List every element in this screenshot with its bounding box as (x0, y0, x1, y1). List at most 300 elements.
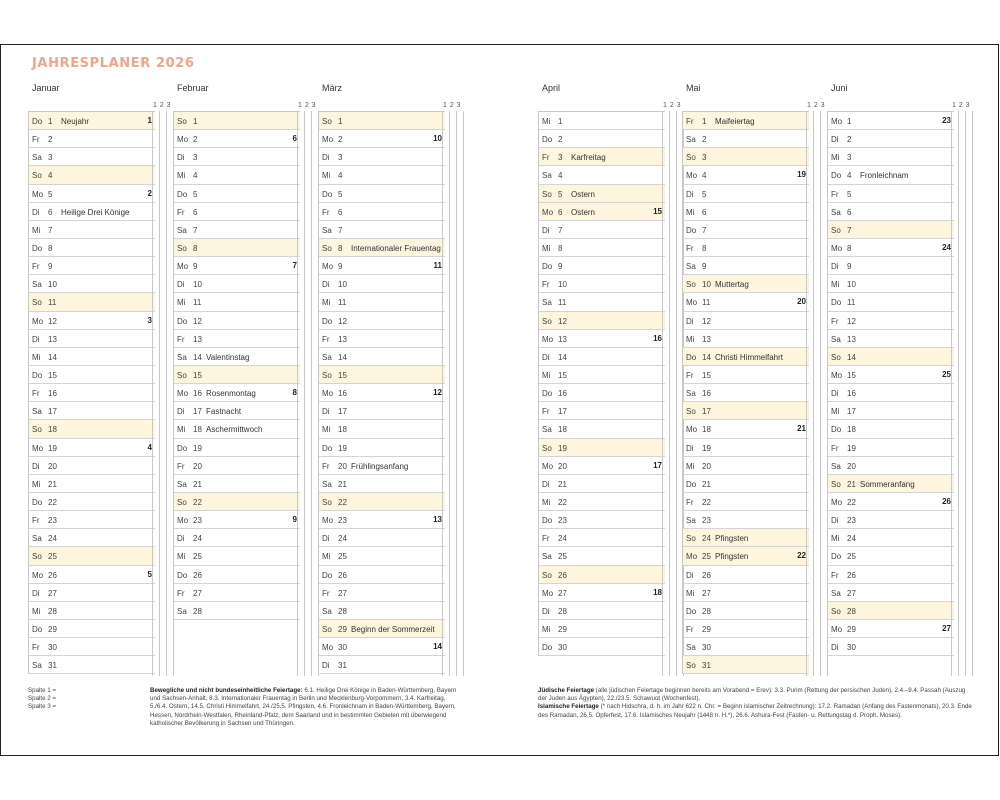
day-row[interactable] (319, 221, 445, 239)
day-row[interactable] (683, 457, 809, 475)
holiday-label: Karfreitag (571, 153, 606, 163)
day-number: 9 (558, 262, 563, 272)
note-column-2[interactable] (813, 111, 820, 676)
day-row[interactable] (174, 602, 300, 620)
day-row[interactable] (29, 439, 155, 457)
day-row[interactable] (539, 402, 665, 420)
holiday-label: Sommeranfang (860, 479, 915, 489)
weekday-label: Do (322, 443, 333, 453)
day-number: 16 (702, 389, 711, 399)
day-row[interactable] (539, 130, 665, 148)
weekday-label: So (177, 117, 187, 126)
day-number: 13 (847, 334, 856, 344)
month-days (318, 111, 445, 674)
day-number: 13 (193, 334, 202, 344)
note-column-2[interactable] (669, 111, 676, 676)
day-row[interactable] (319, 402, 445, 420)
day-number: 3 (48, 153, 53, 163)
weekday-label: Mo (831, 624, 843, 634)
day-row[interactable] (683, 348, 809, 366)
day-row[interactable] (828, 112, 954, 130)
week-number: 10 (433, 134, 442, 144)
day-row[interactable] (828, 566, 954, 584)
note-column-3[interactable] (456, 111, 464, 676)
day-row[interactable] (683, 656, 809, 674)
day-row[interactable] (683, 620, 809, 638)
day-row[interactable] (539, 330, 665, 348)
day-row[interactable] (683, 493, 809, 511)
day-row[interactable] (683, 547, 809, 565)
day-number: 30 (702, 643, 711, 653)
day-row[interactable] (539, 275, 665, 293)
day-row[interactable] (683, 511, 809, 529)
day-row[interactable] (174, 475, 300, 493)
day-row[interactable] (174, 384, 300, 402)
day-row[interactable] (174, 511, 300, 529)
day-row[interactable] (539, 529, 665, 547)
day-number: 7 (48, 225, 53, 235)
day-row[interactable] (29, 457, 155, 475)
month-days (682, 111, 809, 674)
day-row[interactable] (828, 584, 954, 602)
day-number: 23 (193, 516, 202, 526)
day-number: 2 (558, 135, 563, 145)
day-row[interactable] (319, 602, 445, 620)
day-row[interactable] (29, 602, 155, 620)
weekday-label: So (177, 370, 187, 380)
day-row[interactable] (683, 130, 809, 148)
day-row[interactable] (319, 330, 445, 348)
weekday-label: Di (32, 461, 40, 471)
weekday-label: Mo (322, 135, 334, 145)
day-row[interactable] (174, 239, 300, 257)
day-row[interactable] (29, 293, 155, 311)
day-row[interactable] (29, 529, 155, 547)
day-number: 26 (48, 570, 57, 580)
day-row[interactable] (683, 638, 809, 656)
day-row[interactable] (828, 457, 954, 475)
day-row[interactable] (828, 239, 954, 257)
day-number: 19 (338, 443, 347, 453)
weekday-label: Mo (831, 117, 843, 126)
day-row[interactable] (683, 439, 809, 457)
weekday-label: Mi (32, 479, 41, 489)
weekday-label: Mi (542, 497, 551, 507)
day-row[interactable] (683, 112, 809, 130)
day-row[interactable] (174, 529, 300, 547)
month-days (538, 111, 665, 656)
day-row[interactable] (174, 166, 300, 184)
day-row[interactable] (683, 566, 809, 584)
day-row[interactable] (29, 402, 155, 420)
day-row[interactable] (319, 293, 445, 311)
note-columns (152, 111, 174, 676)
day-row[interactable] (683, 275, 809, 293)
weekday-label: Di (177, 280, 185, 290)
day-number: 28 (702, 606, 711, 616)
day-row[interactable] (828, 166, 954, 184)
weekday-label: So (322, 117, 332, 126)
weekday-label: Do (686, 352, 697, 362)
day-row[interactable] (828, 257, 954, 275)
weekday-label: Mo (686, 298, 698, 308)
day-row[interactable] (29, 130, 155, 148)
day-row[interactable] (29, 148, 155, 166)
day-row[interactable] (539, 185, 665, 203)
weekday-label: Mi (322, 298, 331, 308)
day-row[interactable] (319, 384, 445, 402)
day-row[interactable] (29, 656, 155, 674)
day-number: 25 (48, 552, 57, 562)
day-row[interactable] (539, 620, 665, 638)
day-number: 24 (193, 534, 202, 544)
day-row[interactable] (828, 185, 954, 203)
day-number: 18 (48, 425, 57, 435)
day-row[interactable] (319, 166, 445, 184)
day-row[interactable] (539, 257, 665, 275)
day-row[interactable] (319, 439, 445, 457)
day-row[interactable] (319, 275, 445, 293)
weekday-label: Di (686, 316, 694, 326)
note-column-2[interactable] (449, 111, 456, 676)
day-row[interactable] (319, 239, 445, 257)
day-row[interactable] (828, 348, 954, 366)
day-number: 3 (558, 153, 563, 163)
day-row[interactable] (539, 420, 665, 438)
day-row[interactable] (828, 439, 954, 457)
day-row[interactable] (29, 620, 155, 638)
day-row[interactable] (828, 475, 954, 493)
day-row[interactable] (828, 221, 954, 239)
day-row[interactable] (683, 584, 809, 602)
day-number: 13 (338, 334, 347, 344)
note-column-1[interactable] (806, 111, 813, 676)
day-number: 17 (558, 407, 567, 417)
day-number: 17 (847, 407, 856, 417)
weekday-label: So (542, 570, 552, 580)
day-row[interactable] (539, 602, 665, 620)
weekday-label: Do (831, 298, 842, 308)
day-row[interactable] (29, 584, 155, 602)
day-number: 23 (702, 516, 711, 526)
day-number: 5 (338, 189, 343, 199)
day-row[interactable] (174, 402, 300, 420)
day-row[interactable] (29, 348, 155, 366)
day-row[interactable] (539, 493, 665, 511)
day-row[interactable] (828, 366, 954, 384)
day-row[interactable] (828, 493, 954, 511)
day-row[interactable] (29, 166, 155, 184)
day-row[interactable] (539, 148, 665, 166)
day-row[interactable] (319, 529, 445, 547)
holiday-label: Internationaler Frauentag (351, 243, 441, 253)
day-row[interactable] (174, 566, 300, 584)
day-row[interactable] (319, 348, 445, 366)
day-row[interactable] (319, 584, 445, 602)
day-row[interactable] (539, 112, 665, 130)
day-row[interactable] (29, 312, 155, 330)
day-number: 4 (193, 171, 198, 181)
note-column-1[interactable] (297, 111, 304, 676)
day-row[interactable] (174, 420, 300, 438)
day-number: 14 (702, 352, 711, 362)
week-number: 12 (433, 388, 442, 398)
day-number: 3 (338, 153, 343, 163)
day-number: 29 (558, 624, 567, 634)
weekday-label: Do (831, 171, 842, 181)
day-row[interactable] (828, 203, 954, 221)
weekday-label: Mi (177, 552, 186, 562)
holiday-label: Ostern (571, 189, 596, 199)
holiday-label: Beginn der Sommerzeit (351, 624, 435, 634)
day-row[interactable] (29, 511, 155, 529)
day-row[interactable] (29, 330, 155, 348)
day-row[interactable] (174, 203, 300, 221)
day-row[interactable] (683, 475, 809, 493)
day-row[interactable] (539, 366, 665, 384)
day-row[interactable] (828, 620, 954, 638)
day-row[interactable] (174, 148, 300, 166)
weekday-label: Fr (686, 497, 694, 507)
note-column-2[interactable] (159, 111, 166, 676)
weekday-label: Sa (686, 135, 696, 145)
week-number: 17 (653, 460, 662, 470)
day-row[interactable] (174, 112, 300, 130)
day-number: 9 (193, 262, 198, 272)
weekday-label: Fr (831, 316, 839, 326)
day-row[interactable] (319, 130, 445, 148)
day-row[interactable] (29, 275, 155, 293)
day-row[interactable] (828, 293, 954, 311)
day-row[interactable] (539, 638, 665, 656)
day-row[interactable] (683, 293, 809, 311)
day-row[interactable] (539, 384, 665, 402)
day-row[interactable] (319, 148, 445, 166)
weekday-label: Mi (542, 243, 551, 253)
day-row[interactable] (539, 547, 665, 565)
weekday-label: Do (32, 117, 43, 126)
day-number: 27 (558, 588, 567, 598)
day-row[interactable] (828, 529, 954, 547)
day-row[interactable] (539, 239, 665, 257)
day-row[interactable] (29, 420, 155, 438)
week-number: 3 (147, 315, 152, 325)
day-row[interactable] (828, 547, 954, 565)
weekday-label: Fr (831, 189, 839, 199)
day-row[interactable] (539, 566, 665, 584)
day-row[interactable] (683, 420, 809, 438)
day-row[interactable] (319, 420, 445, 438)
day-row[interactable] (683, 402, 809, 420)
day-row[interactable] (29, 239, 155, 257)
day-number: 27 (193, 588, 202, 598)
day-row[interactable] (828, 275, 954, 293)
weekday-label: Di (542, 606, 550, 616)
day-number: 20 (48, 461, 57, 471)
day-row[interactable] (174, 293, 300, 311)
day-row[interactable] (828, 384, 954, 402)
day-row[interactable] (319, 511, 445, 529)
day-row[interactable] (319, 475, 445, 493)
weekday-label: Sa (542, 171, 552, 181)
day-row[interactable] (683, 384, 809, 402)
day-row[interactable] (828, 420, 954, 438)
day-row[interactable] (539, 475, 665, 493)
day-row[interactable] (29, 475, 155, 493)
day-row[interactable] (683, 257, 809, 275)
day-row[interactable] (174, 493, 300, 511)
day-row[interactable] (683, 221, 809, 239)
day-row[interactable] (539, 511, 665, 529)
weekday-label: So (322, 370, 332, 380)
note-column-1[interactable] (662, 111, 669, 676)
day-row[interactable] (683, 366, 809, 384)
week-number: 15 (653, 206, 662, 216)
day-number: 21 (48, 479, 57, 489)
day-row[interactable] (29, 221, 155, 239)
day-row[interactable] (828, 638, 954, 656)
day-row[interactable] (319, 566, 445, 584)
note-column-1[interactable] (442, 111, 449, 676)
day-number: 12 (193, 316, 202, 326)
weekday-label: Mi (177, 425, 186, 435)
day-row[interactable] (539, 293, 665, 311)
day-row[interactable] (174, 130, 300, 148)
day-row[interactable] (29, 384, 155, 402)
weekday-label: Sa (686, 516, 696, 526)
note-column-1[interactable] (152, 111, 159, 676)
day-row[interactable] (683, 166, 809, 184)
day-number: 22 (48, 497, 57, 507)
day-row[interactable] (174, 584, 300, 602)
note-columns (951, 111, 973, 676)
day-row[interactable] (174, 457, 300, 475)
day-row[interactable] (174, 275, 300, 293)
day-row[interactable] (319, 638, 445, 656)
day-row[interactable] (174, 366, 300, 384)
day-number: 16 (558, 389, 567, 399)
day-row[interactable] (174, 221, 300, 239)
weekday-label: Di (322, 661, 330, 671)
note-column-2[interactable] (304, 111, 311, 676)
day-row[interactable] (29, 366, 155, 384)
day-number: 12 (558, 316, 567, 326)
day-row[interactable] (539, 203, 665, 221)
note-column-2[interactable] (958, 111, 965, 676)
day-row[interactable] (29, 638, 155, 656)
day-row[interactable] (828, 330, 954, 348)
day-row[interactable] (319, 656, 445, 674)
day-row[interactable] (319, 620, 445, 638)
holiday-label: Valentinstag (206, 352, 250, 362)
day-row[interactable] (29, 257, 155, 275)
day-number: 7 (558, 225, 563, 235)
day-row[interactable] (319, 257, 445, 275)
day-row[interactable] (683, 602, 809, 620)
day-row[interactable] (319, 457, 445, 475)
weekday-label: Di (32, 588, 40, 598)
day-row[interactable] (319, 185, 445, 203)
day-row[interactable] (174, 330, 300, 348)
weekday-label: Mi (831, 280, 840, 290)
day-row[interactable] (828, 312, 954, 330)
day-row[interactable] (174, 348, 300, 366)
month-name: April (542, 83, 561, 93)
day-row[interactable] (828, 402, 954, 420)
day-row[interactable] (539, 348, 665, 366)
note-column-3[interactable] (965, 111, 973, 676)
day-row[interactable] (539, 457, 665, 475)
day-number: 26 (338, 570, 347, 580)
weekday-label: Sa (686, 262, 696, 272)
day-row[interactable] (174, 312, 300, 330)
weekday-label: Do (686, 606, 697, 616)
day-row[interactable] (828, 130, 954, 148)
week-number: 24 (942, 242, 951, 252)
holiday-label: Maifeiertag (715, 117, 755, 126)
week-number: 26 (942, 496, 951, 506)
day-row[interactable] (828, 602, 954, 620)
day-number: 24 (847, 534, 856, 544)
day-row[interactable] (683, 148, 809, 166)
day-row[interactable] (319, 493, 445, 511)
day-number: 13 (702, 334, 711, 344)
note-column-1[interactable] (951, 111, 958, 676)
day-row[interactable] (29, 547, 155, 565)
day-row[interactable] (828, 511, 954, 529)
day-row[interactable] (29, 185, 155, 203)
day-row[interactable] (828, 148, 954, 166)
day-row[interactable] (319, 366, 445, 384)
weekday-label: Di (542, 352, 550, 362)
day-row[interactable] (539, 584, 665, 602)
day-row[interactable] (29, 493, 155, 511)
day-row[interactable] (539, 439, 665, 457)
day-row[interactable] (29, 566, 155, 584)
day-number: 29 (48, 624, 57, 634)
day-row[interactable] (539, 221, 665, 239)
day-row[interactable] (539, 166, 665, 184)
day-row[interactable] (174, 185, 300, 203)
weekday-label: Di (322, 407, 330, 417)
day-row[interactable] (539, 312, 665, 330)
day-row[interactable] (174, 439, 300, 457)
day-row[interactable] (174, 547, 300, 565)
day-row[interactable] (683, 185, 809, 203)
day-number: 6 (338, 207, 343, 217)
day-row[interactable] (319, 312, 445, 330)
day-row[interactable] (683, 312, 809, 330)
weekday-label: Fr (322, 334, 330, 344)
day-row[interactable] (683, 529, 809, 547)
day-row[interactable] (174, 257, 300, 275)
day-row[interactable] (319, 112, 445, 130)
weekday-label: Di (686, 570, 694, 580)
day-row[interactable] (683, 203, 809, 221)
weekday-label: Do (32, 624, 43, 634)
day-row[interactable] (29, 203, 155, 221)
day-number: 5 (847, 189, 852, 199)
day-number: 6 (558, 207, 563, 217)
day-number: 15 (48, 370, 57, 380)
day-number: 26 (558, 570, 567, 580)
day-row[interactable] (683, 239, 809, 257)
day-row[interactable] (319, 547, 445, 565)
day-row[interactable] (29, 112, 155, 130)
day-row[interactable] (683, 330, 809, 348)
day-row[interactable] (319, 203, 445, 221)
day-number: 29 (847, 624, 856, 634)
